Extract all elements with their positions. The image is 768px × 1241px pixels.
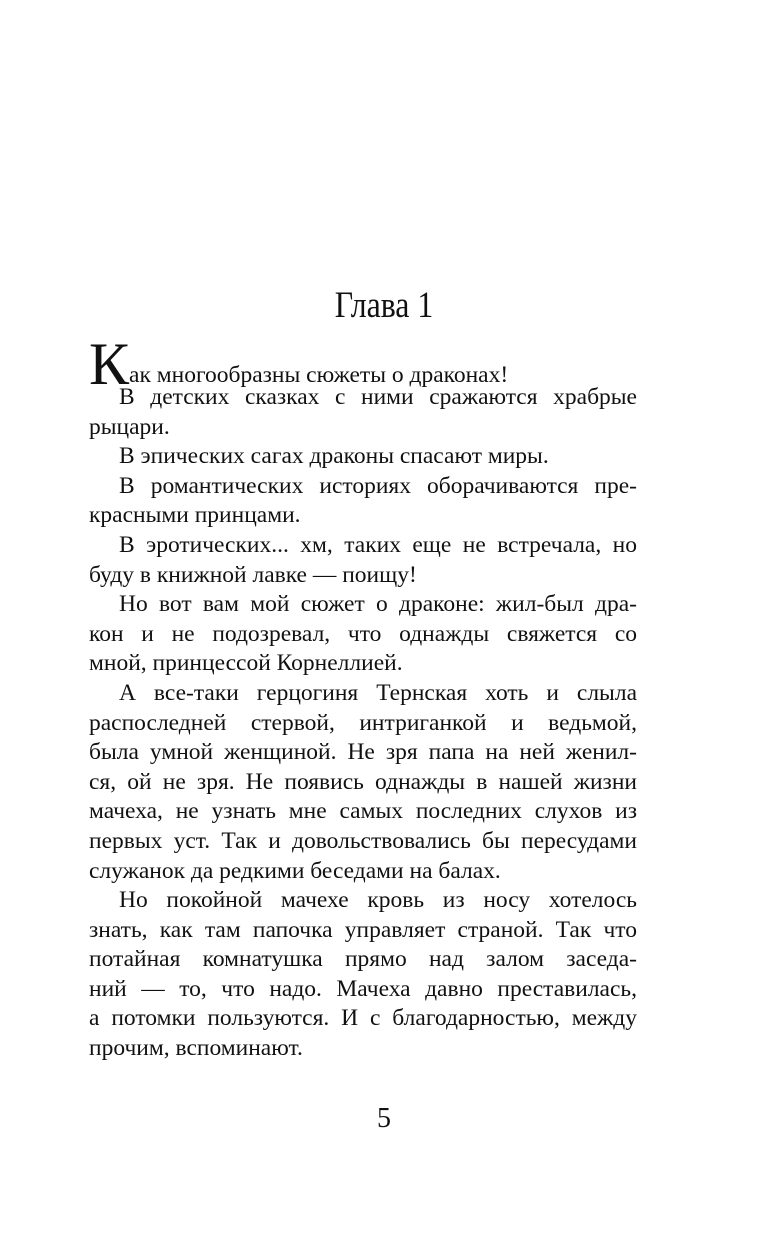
text-line: кон и не подозревал, что однажды свяжется со [89, 620, 637, 647]
text-line: ний — то, что надо. Мачеха давно преставилась, [89, 975, 637, 1002]
text-line: А все-таки герцогиня Тернская хоть и слыла [119, 679, 637, 706]
text-line: прочим, вспоминают. [89, 1035, 303, 1062]
text-line: В детских сказках с ними сражаются храбрые [119, 384, 637, 410]
text-line: распоследней стервой, интриганкой и ведьмой, [89, 709, 637, 736]
text-line: мачеха, не узнать мне самых последних слухов из [89, 798, 637, 825]
text-line: буду в книжной лавке — поищу! [89, 561, 417, 588]
chapter-title: Глава 1 [334, 285, 434, 326]
text-line: красными принцами. [89, 502, 301, 529]
text-line: Но вот вам мой сюжет о драконе: жил-был дра- [119, 591, 637, 618]
drop-cap: К [89, 331, 130, 397]
text-line: ся, ой не зря. Не появись однажды в нашей жизни [89, 768, 637, 795]
text-line: была умной женщиной. Не зря папа на ней женил- [89, 739, 637, 766]
text-line: а потомки пользуются. И с благодарностью, между [89, 1005, 637, 1032]
chapter-body [89, 331, 637, 1064]
text-line: первых уст. Так и довольствовались бы пересудами [89, 827, 637, 854]
text-line: служанок да редкими беседами на балах. [89, 857, 501, 884]
text-line: рыцари. [89, 413, 170, 440]
text-line: В эпических сагах драконы спасают миры. [119, 443, 549, 470]
first-line-text: ак многообразны сюжеты о драконах! [129, 362, 509, 388]
text-line: знать, как там папочка управляет страной. Так что [89, 916, 637, 943]
text-line: В романтических историях оборачиваются пре- [119, 472, 637, 499]
text-line: Но покойной мачехе кровь из носу хотелось [119, 887, 637, 914]
text-line: потайная комнатушка прямо над залом заседа- [89, 946, 637, 973]
page-number: 5 [377, 1103, 391, 1134]
text-line: В эротических... хм, таких еще не встречала, но [119, 531, 637, 558]
text-line: мной, принцессой Корнеллией. [89, 650, 403, 677]
